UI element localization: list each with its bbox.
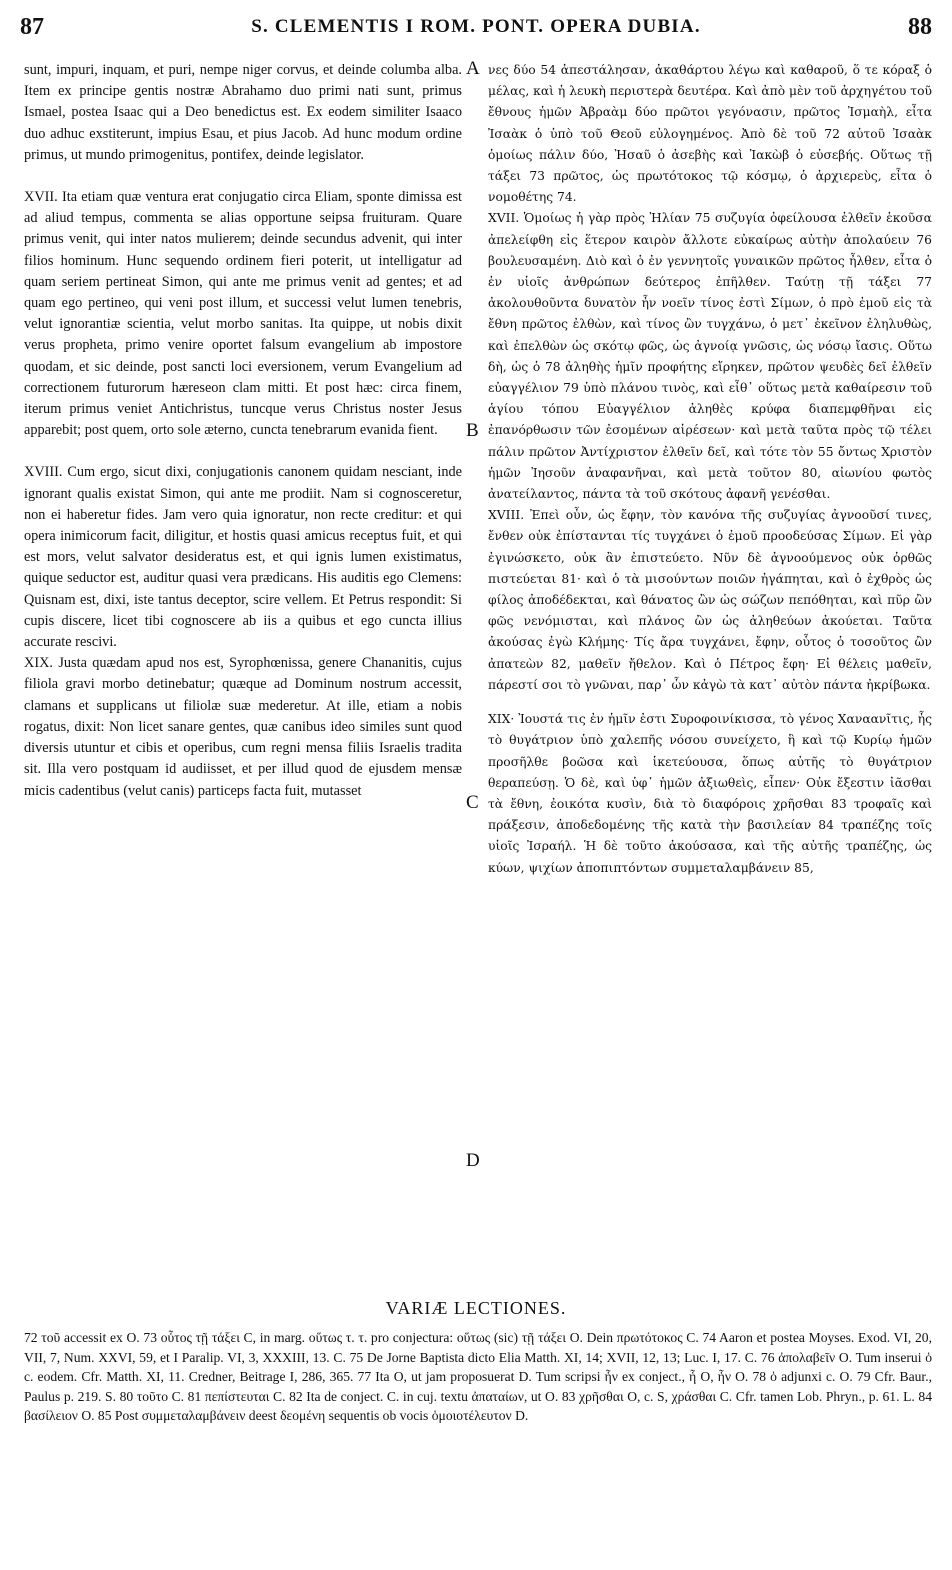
greek-paragraph-1: νες δύο 54 ἀπεστάλησαν, ἀκαθάρτου λέγω καὶ καθαροῦ, ὅ τε κόραξ ὁ μέλας, καὶ ἡ λευκὴ περιστερὰ δευτέρα. Καὶ ἀπὸ μὲν τοῦ ἀρχηγέτου τοῦ ἔθνους ἡμῶν Ἀβραὰμ δύο πρῶτοι γεγόνασιν, πρῶτος Ἰσμαὴλ, εἶτα Ἰσαὰκ ὁ ὑπὸ τοῦ Θεοῦ εὐλογημένος. Ἀπὸ δὲ τοῦ 72 αὐτοῦ Ἰσαὰκ ὁμοίως πάλιν δύο, Ἠσαῦ ὁ ἀσεβὴς καὶ Ἰακὼβ ὁ εὐσεβής. Οὕτως τῇ τάξει 73 πρῶτος, ὡς πρωτότοκος τῷ κόσμῳ, ὁ ἀρχιερεὺς, εἶτα ὁ νομοθέτης 74. bbox=[488, 63, 932, 205]
greek-column bbox=[488, 60, 932, 879]
page-number-left: 87 bbox=[20, 14, 44, 40]
latin-paragraph-1: sunt, impuri, inquam, et puri, nempe niger corvus, et deinde columba alba. Item ex principe gentis nostræ Abrahamo duo primi nati sunt, primus Ismael, postea Isaac qui a Deo benedictus est. Ex eodem similiter Isaaco duo adhuc exstiterunt, impius Esau, et pius Jacob. Ad hunc modum ordine primus, ut mundo primogenitus, pontifex, deinde legislator. bbox=[24, 62, 462, 163]
greek-paragraph-4: XIX· Ἰουστά τις ἐν ἡμῖν ἐστι Συροφοινίκισσα, τὸ γένος Χαναανῖτις, ἧς τὸ θυγάτριον ὑπὸ χαλεπῆς νόσου συνείχετο, ἣ καὶ τῷ Κυρίῳ ἡμῶν προσῆλθε βοῶσα καὶ ἱκετεύουσα, ὅπως αὐτῆς τὸ θυγάτριον θεραπεύσῃ. Ὁ δὲ, καὶ ὑφ᾽ ἡμῶν ἀξιωθεὶς, εἶπεν· Οὐκ ἔξεστιν ἰᾶσθαι τὰ ἔθνη, ἐοικότα κυσὶν, διὰ τὸ διαφόροις χρῆσθαι 83 τροφαῖς καὶ πράξεσιν, ἀποδεδομένης τῆς κατὰ τὴν βασιλείαν 84 τραπέζης τοῖς υἱοῖς Ἰσραήλ. Ἡ δὲ τοῦτο ἀκούσασα, καὶ τῆς αὐτῆς τραπέζης, ὡς κύων, ψιχίων ἀποπιπτόντων συμμεταλαμβάνειν 85, bbox=[488, 712, 932, 875]
latin-paragraph-3: XVIII. Cum ergo, sicut dixi, conjugationis canonem quidam nesciant, inde ignorant qualis existat Simon, qui ante me prodiit. Nam si cognosceretur, non ei haberetur fides. Jam vero quia ignoratur, non recte creditur: et qui opera inimicorum facit, diligitur, et hostis quasi amicus receptus fuit, et qui est mors, velut salvator desideratus est, et qui ignis lumen existimatus, quique seductor est, auditur quasi vera prædicans. His auditis ego Clemens: Quisnam est, dixi, iste tantus deceptor, scire vellem. Et Petrus respondit: Si cupis discere, licet tibi cognoscere ab iis a quibus et ego cuncta illius accurate rescivi. bbox=[24, 464, 462, 651]
page-number-right: 88 bbox=[908, 14, 932, 40]
latin-paragraph-2: XVII. Ita etiam quæ ventura erat conjugatio circa Eliam, sponte dimissa est ad aliud tempus, commenta se alias opportune seipsa fruituram. Quare primus venit, qui inter natos mulierem; deinde secundus advenit, qui inter filios hominum. Hunc sequendo ordinem fieri poterit, ut intelligatur ad quam seriem pertineat Simon, qui ante me primus venit ad gentes; et ad quam ego pertineo, qui veni post illum, et successi velut lumen tenebris, velut ignorantiæ scientia, velut morbo sanitas. Ita quippe, ut nobis dixit verus propheta, primo venire oportet falsum evangelium ab impostore quodam, et sic deinde, post sancti loci eversionem, verum Evangelium ad correctionem futurorum hæreseon clam mitti. Et post hæc: circa finem, iterum primus veniet Antichristus, tuncque verus Christus noster Jesus apparebit; post quem, orto sole æterno, cuncta tenebrarum evanida fient. bbox=[24, 189, 462, 439]
variae-lectiones-text: 72 τοῦ accessit ex O. 73 οὗτος τῇ τάξει C, in marg. οὕτως τ. τ. pro conjectura: οὕτως (sic) τῇ τάξει O. Dein πρωτότοκος C. 74 Aaron et postea Moyses. Exod. VI, 20, VII, 7, Num. XXVI, 59, et I Paralip. VI, 3, XXXIII, 13. C. 75 De Jorne Baptista dicto Elia Matth. XI, 14; XVII, 12, 13; Luc. I, 17. C. 76 ἀπολαβεῖν O. Tum inserui ὁ c. eodem. Cfr. Matth. XI, 11. Credner, Beitrage I, 286, 365. 77 Ita O, ut jam proposuerat D. Tum scripsi ἦν ex conject., ἦ O, ἦν O. 78 ὁ adjunxi c. O. 79 Cfr. Baur., Paulus p. 219. S. 80 τοῦτο C. 81 πεπίστευται C. 82 Ita de conject. C. in cuj. textu ἀπαταίων, ut O. 83 χρῆσθαι O, c. S, χράσθαι C. Cfr. tamen Lob. Phryn., p. 61. L. 84 βασίλειον O. 85 Post συμμεταλαμβάνειν deest δεομένη sequentis ob vocis ὁμοιοτέλευτον D. bbox=[24, 1330, 932, 1424]
running-title: S. CLEMENTIS I ROM. PONT. OPERA DUBIA. bbox=[251, 16, 701, 37]
margin-letter-b: B bbox=[466, 420, 479, 441]
latin-column bbox=[24, 60, 462, 802]
margin-letter-d: D bbox=[466, 1150, 480, 1171]
greek-paragraph-3: XVIII. Ἐπεὶ οὖν, ὡς ἔφην, τὸν κανόνα τῆς συζυγίας ἀγνοοῦσί τινες, ἔνθεν οὐκ ἐπίστανται τίς τυγχάνει ὁ ἐμοῦ προοδεύσας Σίμων. Εἰ γὰρ ἐγινώσκετο, οὐκ ἂν ἐπιστεύετο. Νῦν δὲ ἀγνοούμενος οὐκ ὀρθῶς πιστεύεται 81· καὶ ὁ τὰ μισούντων ποιῶν ἠγάπηται, καὶ ὁ ἐχθρὸς ὡς φίλος ἀποδέδεκται, καὶ θάνατος ὢν ὡς σώζων πεπόθηται, καὶ πῦρ ὢν φῶς νενόμισται, καὶ πλάνος ὢν ὡς ἀληθεύων ἀκούεται. Ταῦτα ἀκούσας ἐγὼ Κλήμης· Τίς ἄρα τυγχάνει, ἔφην, οὗτος ὁ τοσοῦτος ὢν ἀπατεὼν 82, μαθεῖν ἤθελον. Καὶ ὁ Πέτρος ἔφη· Εἰ θέλεις μαθεῖν, πάρεστί σοι τὸ γνῶναι, παρ᾽ ὧν κἀγὼ τὰ κατ᾽ αὐτὸν πάντα ἠκρίβωκα. bbox=[488, 508, 932, 692]
running-header bbox=[20, 14, 932, 40]
variae-lectiones-notes bbox=[24, 1328, 932, 1426]
variae-lectiones-title: VARIÆ LECTIONES. bbox=[385, 1298, 567, 1318]
greek-paragraph-2: XVII. Ὁμοίως ἡ γὰρ πρὸς Ἠλίαν 75 συζυγία ὀφείλουσα ἐλθεῖν ἑκοῦσα ἀπελείφθη εἰς ἕτερον καιρὸν ἄλλοτε εὐκαίρως αὐτὴν ἀπολαύειν 76 βουλευσαμένη. Διὸ καὶ ὁ ἐν γεννητοῖς γυναικῶν πρῶτος ἦλθεν, εἶτα ὁ ἐν υἱοῖς ἀνθρώπων δεύτερος ἐπῆλθεν. Ταύτῃ τῇ τάξει 77 ἀκολουθοῦντα δυνατὸν ἦν νοεῖν τίνος ἐστὶ Σίμων, ὁ πρὸ ἐμοῦ εἰς τὰ ἔθνη πρῶτος ἐλθὼν, καὶ τίνος ὢν τυγχάνω, ὁ μετ᾽ ἐκεῖνον ἐληλυθὼς, καὶ ἐπελθὼν ὡς σκότῳ φῶς, ὡς ἀγνοίᾳ γνῶσις, ὡς νόσῳ ἴασις. Οὕτω δὴ, ὡς ὁ 78 ἀληθὴς ἡμῖν προφήτης εἴρηκεν, πρῶτον ψευδὲς δεῖ ἐλθεῖν εὐαγγέλιον 79 ὑπὸ πλάνου τινὸς, καὶ εἶθ᾽ οὕτως μετὰ καθαίρεσιν τοῦ ἁγίου τόπου Εὐαγγέλιον ἀληθὲς κρύφα διαπεμφθῆναι εἰς ἐπανόρθωσιν τῶν ἐσομένων αἱρέσεων· καὶ μετὰ ταῦτα πρὸς τῷ τέλει πάλιν πρῶτον Ἀντίχριστον ἐλθεῖν δεῖ, καὶ τότε τὸν 55 ὄντως Χριστὸν ἡμῶν Ἰησοῦν ἀναφανῆναι, καὶ μετὰ τοῦτον 80, αἰωνίου φωτὸς ἀνατείλαντος, πάντα τὰ τοῦ σκότους ἀφανῆ γενέσθαι. bbox=[488, 211, 932, 502]
latin-paragraph-4: XIX. Justa quædam apud nos est, Syrophœnissa, genere Chananitis, cujus filiola gravi morbo detinebatur; quæque ad Dominum nostrum accessit, clamans et supplicans ut filiolæ suæ mederetur. At ille, etiam a nobis rogatus, dixit: Non licet sanare gentes, quæ canibus ideo similes sunt quod diversis utuntur et cibis et operibus, cum regni mensa filiis Israelis tradita sit. Illa vero postquam id audiisset, et per illud quod de ejusdem mensæ micis cadentibus (velut canis) particeps facta fuit, mutasset bbox=[24, 655, 462, 799]
margin-letter-a: A bbox=[466, 58, 480, 79]
margin-letter-c: C bbox=[466, 792, 479, 813]
